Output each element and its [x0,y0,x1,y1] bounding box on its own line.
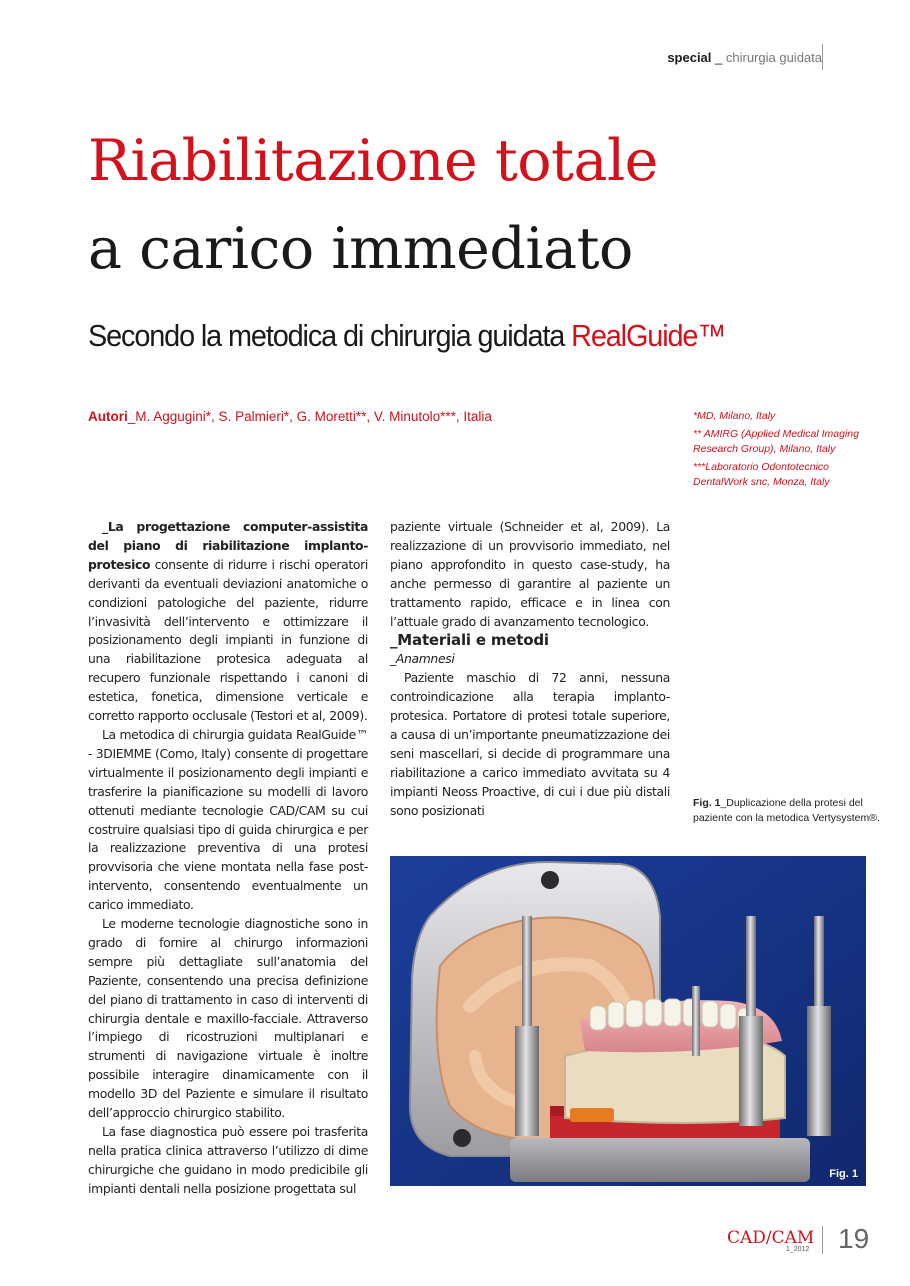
section-heading: _Materiali e metodi [390,631,549,650]
affiliation-item: ***Laboratorio Odontotecnico DentalWork snc, Monza, Italy [693,461,830,488]
paragraph: La metodica di chirurgia guidata RealGuide™ - 3DIEMME (Como, Italy) consente di progettare virtualmente il posizionamento degli impianti e trasferire la pianificazione su modelli di lavoro ottenuti mediante tecnologie CAD/CAM su cui costruire qualsiasi tipo di guida chirurgica e per la realizzazione preventiva di una protesi provvisoria che viene montata nella fase post-intervento, consentendo eventualmente un carico immediato. [88,726,368,913]
footer-divider [822,1226,823,1254]
figure-photo [390,856,866,1186]
header-topic: chirurgia guidata [725,50,822,65]
header-section: special [667,50,712,65]
authors-line [88,409,492,424]
affiliation-item: *MD, Milano, Italy [693,410,776,422]
figure-caption-label: Fig. 1 [693,797,721,809]
lead-text: _La progettazione computer-assistita del piano di riabilitazione implanto-protesico [88,519,368,572]
page-number: 19 [838,1223,870,1254]
authors-names: _M. Aggugini*, S. Palmieri*, G. Moretti**, V. Minutolo***, Italia [127,409,492,424]
figure-caption-text: _Duplicazione della protesi del paziente con la metodica Vertysystem®. [693,797,880,824]
article-subtitle [88,318,725,354]
figure-tag: Fig. 1 [829,1168,858,1180]
article-title-line2: a carico immediato [88,216,633,282]
header-separator: _ [711,50,726,65]
paragraph: La fase diagnostica può essere poi trasferita nella pratica clinica attraverso l’utilizzo di dime chirurgiche che guidano in modo predicibile gli impianti dentali nella posizione progettata sul [88,1124,368,1196]
paragraph-text: consente di ridurre i rischi operatori derivanti da eventuali deviazioni anatomiche o condizioni patologiche del paziente, ridurre l’invasività dell’intervento e ottimizzare il posizionamento degli impianti in funzione di una riabilitazione protesica adeguata al recupero funzionale rispettando i canoni di estetica, fonetica, dimensione verticale e corretto rapporto occlusale (Testori et al, 2009). [88,556,368,724]
paragraph: paziente virtuale (Schneider et al, 2009). La realizzazione di un provvisorio immediato, nel piano approfondito in questo case-study, ha anche permesso di garantire al paziente un trattamento rapido, efficace e in linea con l’attuale grado di avanzamento tecnologico. [390,519,670,629]
affiliation-item: ** AMIRG (Applied Medical Imaging Research Group), Milano, Italy [693,428,859,455]
body-column-1 [88,518,368,1199]
article-title-line1: Riabilitazione totale [88,128,658,194]
dental-model-illustration [390,856,866,1186]
affiliations [693,409,883,493]
paragraph: Paziente maschio di 72 anni, nessuna controindicazione alla terapia implanto-protesica. Portatore di protesi totale superiore, a causa di un’importante pneumatizzazione dei seni mascellari, si decide di programmare una riabilitazione a carico immediato avvitata su 4 impianti Neoss Proactive, di cui i due più distali sono posizionati [390,670,670,818]
subtitle-text: Secondo la metodica di chirurgia guidata [88,318,572,353]
running-header [667,50,822,65]
paragraph: Le moderne tecnologie diagnostiche sono in grado di fornire al chirurgo informazioni sempre più dettagliate sull’anatomia del Paziente, consentendo una precisa definizione del piano di trattamento in caso di interventi di chirurgia dentale e maxillo-facciale. Attraverso l’impiego di ricostruzioni multiplanari e strumenti di navigazione virtuale è inoltre possibile interagire dinamicamente con il modello 3D del Paziente e simulare il risultato dell’approccio chirurgico stabilito. [88,916,368,1121]
subsection-heading: _Anamnesi [390,651,455,667]
footer-brand: CAD/CAM [727,1228,815,1248]
body-column-2 [390,518,670,821]
figure-caption [693,796,883,825]
footer-issue: 1_2012 [786,1246,810,1253]
subtitle-brand: RealGuide™ [571,318,726,353]
authors-label: Autori [88,409,128,424]
paragraph [88,518,368,726]
header-divider [822,44,823,70]
